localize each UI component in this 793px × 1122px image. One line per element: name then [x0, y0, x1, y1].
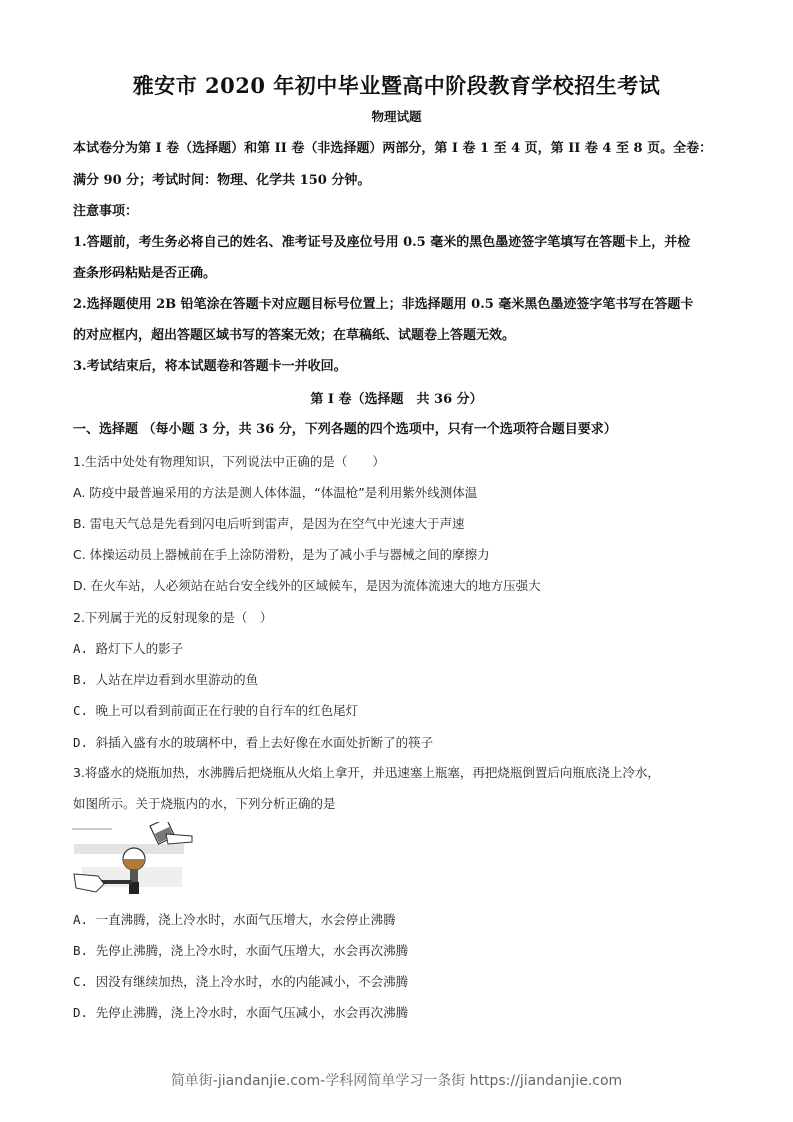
- notice-heading: 注意事项：: [73, 204, 139, 219]
- notice-line-5: 3.考试结束后，将本试题卷和答题卡一并收回。: [73, 359, 347, 374]
- section-title: 第 I 卷（选择题 共 36 分）: [310, 392, 483, 407]
- footer-watermark: 简单街-jiandanjie.com-学科网简单学习一条街 https://jiandanjie.com: [170, 1073, 623, 1089]
- intro-line-1: 本试卷分为第 I 卷（选择题）和第 II 卷（非选择题）两部分，第 I 卷 1 至 4 页，第 II 卷 4 至 8 页。全卷：: [73, 141, 713, 156]
- question-3-stem-line-1: 3.将盛水的烧瓶加热，水沸腾后把烧瓶从火焰上拿开，并迅速塞上瓶塞，再把烧瓶倒置后向瓶底浇上冷水，: [73, 765, 660, 780]
- question-1-option-c: C. 体操运动员上器械前在手上涂防滑粉，是为了减小手与器械之间的摩擦力: [73, 547, 490, 562]
- question-1-stem: 1.生活中处处有物理知识，下列说法中正确的是（ ）: [73, 454, 385, 469]
- question-2-stem: 2.下列属于光的反射现象的是（ ）: [73, 610, 273, 625]
- notice-line-4: 的对应框内，超出答题区域书写的答案无效；在草稿纸、试题卷上答题无效。: [73, 328, 516, 343]
- question-2-option-a: A. 路灯下人的影子: [73, 641, 184, 656]
- question-2-option-d: D. 斜插入盛有水的玻璃杯中，看上去好像在水面处折断了的筷子: [73, 735, 434, 750]
- question-3-option-d: D. 先停止沸腾，浇上冷水时，水面气压减小，水会再次沸腾: [73, 1005, 409, 1020]
- page-title: 雅安市 2020 年初中毕业暨高中阶段教育学校招生考试: [132, 73, 661, 98]
- question-3-option-a: A. 一直沸腾，浇上冷水时，水面气压增大，水会停止沸腾: [73, 912, 396, 927]
- notice-line-2: 查条形码粘贴是否正确。: [73, 266, 217, 281]
- flask-figure: [72, 822, 196, 898]
- question-1-option-a: A. 防疫中最普遍采用的方法是测人体体温，“体温枪”是利用紫外线测体温: [73, 485, 478, 500]
- question-3-option-c: C. 因没有继续加热，浇上冷水时，水的内能减小，不会沸腾: [73, 974, 409, 989]
- flask-illustration-icon: [72, 822, 196, 898]
- subject-subtitle: 物理试题: [371, 109, 422, 124]
- question-1-option-b: B. 雷电天气总是先看到闪电后听到雷声，是因为在空气中光速大于声速: [73, 516, 465, 531]
- notice-line-1: 1.答题前，考生务必将自己的姓名、准考证号及座位号用 0.5 毫米的黑色墨迹签字笔填写在答题卡上，并检: [73, 235, 691, 250]
- question-3-stem-line-2: 如图所示。关于烧瓶内的水，下列分析正确的是: [73, 796, 336, 811]
- question-3-option-b: B. 先停止沸腾，浇上冷水时，水面气压增大，水会再次沸腾: [73, 943, 409, 958]
- intro-line-2: 满分 90 分；考试时间：物理、化学共 150 分钟。: [73, 173, 371, 188]
- notice-line-3: 2.选择题使用 2B 铅笔涂在答题卡对应题目标号位置上；非选择题用 0.5 毫米黑色墨迹签字笔书写在答题卡: [73, 297, 694, 312]
- question-2-option-c: C. 晚上可以看到前面正在行驶的自行车的红色尾灯: [73, 703, 359, 718]
- question-1-option-d: D. 在火车站，人必须站在站台安全线外的区域候车，是因为流体流速大的地方压强大: [73, 578, 541, 593]
- question-2-option-b: B. 人站在岸边看到水里游动的鱼: [73, 672, 259, 687]
- section-instructions: 一、选择题 （每小题 3 分，共 36 分，下列各题的四个选项中，只有一个选项符合题目要求）: [73, 422, 617, 437]
